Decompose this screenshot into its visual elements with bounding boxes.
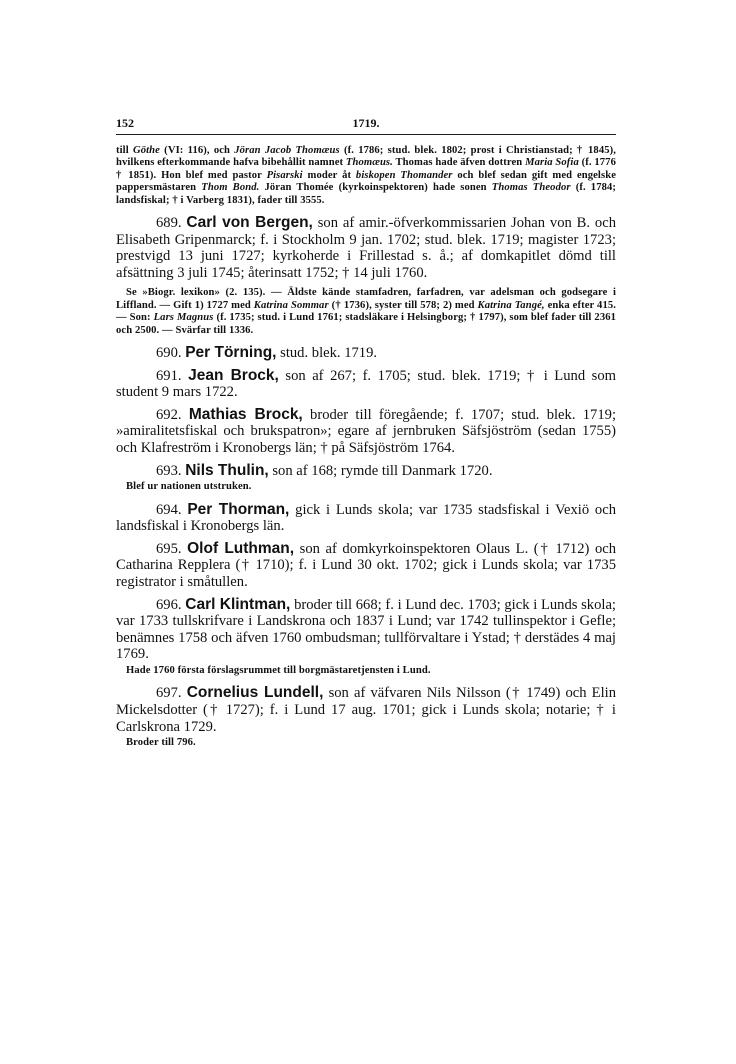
- entry-text: [116, 502, 616, 535]
- entry-number: 695.: [156, 540, 182, 557]
- entry-body: son af amir.-öfverkommissarien Johan von B. och Elisabeth Gripenmarck; f. i Stockholm 9 jan. 1702; stud. blek. 1719; magister 1723; prestvigd 13 juni 1727; kyrkoherde i Frillestad s. å.; af domkapitlet dömd till afsättning 3 juli 1745; återinsatt 1752; † 14 juli 1760.: [116, 215, 616, 281]
- italic-name: Katrina Sommar: [253, 299, 329, 311]
- entry-text: [116, 685, 616, 735]
- entry-name: Mathias Brock,: [188, 405, 303, 423]
- page-header: [116, 116, 616, 135]
- entry-number: 693.: [156, 462, 182, 479]
- entry-number: 696.: [156, 596, 182, 613]
- entry-692: [116, 407, 616, 457]
- entry-697: [116, 685, 616, 749]
- entry-text: [116, 368, 616, 401]
- entry-number: 689.: [156, 215, 182, 232]
- entries-list: [116, 215, 616, 750]
- entry-note: Blef ur nationen utstruken.: [126, 481, 252, 493]
- entry-body: broder till 668; f. i Lund dec. 1703; gick i Lunds skola; var 1733 tullskrifvare i Landskrona och 1837 i Lund; var 1742 tullinspektor i Gefle; benämnes 1758 och äfven 1760 ombudsman; tullförvaltare i Ystad; † derstädes 4 maj 1769.: [116, 596, 616, 663]
- entry-694: [116, 502, 616, 535]
- entry-name: Per Törning,: [185, 344, 277, 362]
- entry-body: son af 168; rymde till Danmark 1720.: [268, 462, 493, 479]
- entry-body: son af domkyrkoinspektoren Olaus L. († 1712) och Catharina Repplera († 1710); f. i Lund 30 okt. 1702; gick i Lunds skola; var 1735 registrator i småtullen.: [116, 540, 617, 590]
- page-number: 152: [116, 116, 134, 130]
- entry-number: 692.: [156, 406, 182, 423]
- entry-name: Carl von Bergen,: [186, 214, 313, 232]
- entry-body: stud. blek. 1719.: [276, 345, 378, 362]
- entry-number: 690.: [156, 345, 182, 362]
- entry-text: [116, 345, 616, 362]
- entry-name: Nils Thulin,: [185, 461, 269, 479]
- entry-note: Hade 1760 första förslagsrummet till borgmästaretjensten i Lund.: [126, 664, 431, 676]
- entry-body: gick i Lunds skola; var 1735 stadsfiskal i Vexiö och landsfiskal i Kronobergs län.: [116, 501, 616, 535]
- entry-text: [116, 541, 616, 591]
- entry-text: [116, 463, 616, 480]
- italic-name: Pisarski: [266, 169, 303, 181]
- entry-number: 691.: [156, 367, 182, 384]
- entry-text: [116, 215, 616, 281]
- italic-name: Thomas Theodor: [491, 182, 571, 194]
- entry-note: Se »Biogr. lexikon» (2. 135). — Äldste kände stamfadren, farfadren, var adelsman och godsegare i Liffland. — Gift 1) 1727 med Katrina Sommar († 1736), syster till 578; 2) med Katrina Tangé, enka efter 415. — Son: Lars Magnus (f. 1735; stud. i Lund 1761; stadsläkare i Helsingborg; † 1797), som blef fader till 2361 och 2500. — Svärfar till 1336.: [116, 287, 617, 336]
- italic-name: Maria Sofia: [525, 157, 579, 169]
- italic-name: Thomæus.: [345, 157, 393, 169]
- italic-name: Katrina Tangé,: [477, 299, 545, 311]
- entry-name: Olof Luthman,: [187, 539, 295, 557]
- entry-number: 694.: [156, 501, 182, 518]
- entry-text: [116, 407, 616, 457]
- entry-696: [116, 597, 616, 678]
- entry-body: broder till föregående; f. 1707; stud. blek. 1719; »amiralitetsfiskal och brukspatron»; egare af jernbruken Säfsjöström (sedan 1755) och Klafreström i Kronobergs län; † på Säfsjöström 1764.: [116, 406, 616, 456]
- page: [116, 116, 616, 758]
- italic-name: Göthe: [132, 145, 160, 156]
- entry-note: Broder till 796.: [126, 737, 196, 749]
- entry-text: [116, 597, 616, 663]
- entry-body: son af 267; f. 1705; stud. blek. 1719; † i Lund som student 9 mars 1722.: [116, 367, 616, 401]
- italic-name: Thom Bond.: [201, 182, 260, 194]
- entry-name: Cornelius Lundell,: [186, 684, 324, 702]
- entry-name: Per Thorman,: [187, 500, 290, 518]
- entry-690: [116, 345, 616, 362]
- running-title-year: 1719.: [352, 116, 380, 130]
- italic-name: biskopen Thomander: [355, 169, 453, 181]
- italic-name: Lars Magnus: [153, 312, 214, 324]
- entry-number: 697.: [156, 685, 182, 702]
- entry-691: [116, 368, 616, 401]
- entry-689: [116, 215, 616, 337]
- entry-body: son af väfvaren Nils Nilsson († 1749) och Elin Mickelsdotter († 1727); f. i Lund 17 aug. 1701; gick i Lunds skola; notarie; † i Carlskrona 1729.: [116, 685, 617, 735]
- italic-name: Jöran Jacob Thomæus: [234, 145, 340, 156]
- entry-name: Jean Brock,: [188, 366, 279, 384]
- entry-693: [116, 463, 616, 494]
- entry-695: [116, 541, 616, 591]
- entry-name: Carl Klintman,: [185, 595, 291, 613]
- intro-note: till Göthe (VI: 116), och Jöran Jacob Thomæus (f. 1786; stud. blek. 1802; prost i Christianstad; † 1845), hvilkens efterkommande hafva bibehållit namnet Thomæus. Thomas hade äfven dottren Maria Sofia (f. 1776 † 1851). Hon blef med pastor Pisarski moder åt biskopen Thomander och blef sedan gift med engelske pappersmästaren Thom Bond. Jöran Thomée (kyrkoinspektoren) hade sonen Thomas Theodor (f. 1784; landsfiskal; † i Varberg 1831), fader till 3555.: [116, 145, 617, 206]
